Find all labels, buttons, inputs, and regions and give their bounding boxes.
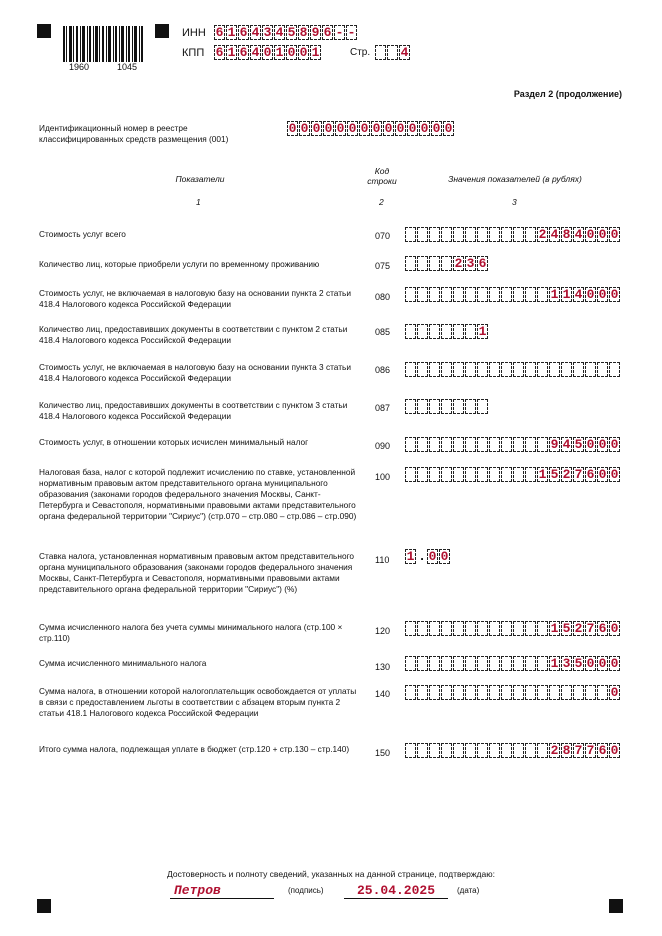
digit-cell[interactable]: 0 [598, 287, 607, 302]
row-value-field-080[interactable] [405, 287, 621, 302]
digit-cell[interactable] [429, 399, 440, 414]
digit-cell[interactable] [405, 227, 416, 242]
digit-cell[interactable] [441, 685, 452, 700]
row-value-field-090[interactable] [405, 437, 621, 452]
digit-cell[interactable] [441, 256, 452, 271]
digit-cell[interactable] [453, 685, 464, 700]
digit-cell[interactable] [489, 437, 500, 452]
digit-cell[interactable]: 7 [586, 621, 595, 636]
page-label: Стр. [350, 47, 371, 58]
row-code-130: 130 [375, 662, 391, 672]
digit-cell[interactable]: 3 [466, 256, 475, 271]
row-code-085: 085 [375, 327, 391, 337]
row-code-075: 075 [375, 261, 391, 271]
digit-cell[interactable]: 1 [550, 656, 559, 671]
digit-cell[interactable] [477, 287, 488, 302]
digit-cell[interactable] [417, 743, 428, 758]
digit-cell[interactable] [453, 324, 464, 339]
digit-cell[interactable] [405, 467, 416, 482]
digit-cell[interactable] [585, 685, 596, 700]
digit-cell[interactable]: 1 [406, 549, 415, 564]
digit-cell[interactable]: 3 [263, 25, 272, 40]
digit-cell[interactable]: 0 [610, 621, 619, 636]
digit-cell[interactable] [549, 685, 560, 700]
digit-cell[interactable]: 0 [444, 121, 453, 136]
digit-cell[interactable]: 0 [299, 45, 308, 60]
digit-cell[interactable] [489, 467, 500, 482]
digit-cell[interactable] [477, 685, 488, 700]
digit-cell[interactable] [477, 399, 488, 414]
column-header-values: Значения показателей (в рублях) [448, 174, 582, 184]
column-header-code [360, 166, 404, 186]
digit-cell[interactable] [537, 656, 548, 671]
inn-label: ИНН [182, 27, 206, 39]
digit-cell[interactable] [429, 256, 440, 271]
digit-cell[interactable] [477, 437, 488, 452]
row-label-085: Количество лиц, предоставивших документы в соответствии с пунктом 2 статьи 418.4 Налогового кодекса Российской Федерации [39, 324, 348, 345]
digit-cell[interactable] [441, 621, 452, 636]
digit-cell[interactable] [441, 287, 452, 302]
digit-cell[interactable] [465, 467, 476, 482]
digit-cell[interactable] [525, 287, 536, 302]
digit-cell[interactable] [429, 287, 440, 302]
digit-cell[interactable]: 0 [360, 121, 369, 136]
digit-cell[interactable] [417, 227, 428, 242]
row-label-087: Количество лиц, предоставивших документы в соответствии с пунктом 3 статьи 418.4 Налогового кодекса Российской Федерации [39, 400, 348, 421]
digit-cell[interactable]: 6 [215, 25, 224, 40]
digit-cell[interactable] [525, 362, 536, 377]
digit-cell[interactable]: 0 [287, 45, 296, 60]
corner-marker-bottom-left [37, 899, 51, 913]
digit-cell[interactable] [477, 227, 488, 242]
digit-cell[interactable] [489, 287, 500, 302]
digit-cell[interactable]: 6 [239, 45, 248, 60]
digit-cell[interactable] [465, 287, 476, 302]
column-number-3: 3 [512, 197, 517, 207]
digit-cell[interactable]: 0 [288, 121, 297, 136]
digit-cell[interactable] [489, 685, 500, 700]
digit-cell[interactable] [561, 362, 572, 377]
registry-number-field[interactable] [287, 121, 455, 136]
column-header-code-line2: строки [367, 176, 397, 186]
digit-cell[interactable]: 6 [598, 743, 607, 758]
digit-cell[interactable] [525, 227, 536, 242]
digit-cell[interactable]: 7 [586, 743, 595, 758]
digit-cell[interactable]: 0 [586, 656, 595, 671]
digit-cell[interactable] [537, 437, 548, 452]
digit-cell[interactable]: 6 [598, 621, 607, 636]
digit-cell[interactable]: 4 [251, 45, 260, 60]
digit-cell[interactable] [441, 467, 452, 482]
digit-cell[interactable]: 6 [323, 25, 332, 40]
digit-cell[interactable] [525, 656, 536, 671]
date-label: (дата) [457, 886, 480, 895]
digit-cell[interactable] [501, 467, 512, 482]
digit-cell[interactable] [501, 656, 512, 671]
column-header-code-line1: Код [374, 166, 390, 176]
digit-cell[interactable]: 2 [562, 467, 571, 482]
row-code-100: 100 [375, 472, 391, 482]
digit-cell[interactable] [405, 287, 416, 302]
digit-cell[interactable]: 1 [227, 25, 236, 40]
digit-cell[interactable]: 5 [287, 25, 296, 40]
row-value-field-100[interactable] [405, 467, 621, 482]
digit-cell[interactable]: 2 [574, 621, 583, 636]
digit-cell[interactable]: 0 [300, 121, 309, 136]
digit-cell[interactable] [417, 621, 428, 636]
digit-cell[interactable] [465, 362, 476, 377]
barcode-number [63, 62, 143, 72]
digit-cell[interactable]: 0 [598, 227, 607, 242]
digit-cell[interactable]: 4 [574, 287, 583, 302]
digit-cell[interactable] [561, 685, 572, 700]
digit-cell[interactable] [597, 362, 608, 377]
digit-cell[interactable]: - [335, 25, 344, 40]
row-label-140: Сумма налога, в отношении которой налогоплательщик освобождается от уплаты в связи с предоставлением льготы в соответствии с абзацем вторым пункта 2 статьи 418.1 Налогового кодекса Российской Федерации [39, 686, 357, 718]
digit-cell[interactable]: 6 [215, 45, 224, 60]
digit-cell[interactable] [465, 399, 476, 414]
digit-cell[interactable]: 7 [574, 467, 583, 482]
digit-cell[interactable] [375, 45, 386, 60]
digit-cell[interactable] [441, 362, 452, 377]
digit-cell[interactable]: 0 [432, 121, 441, 136]
digit-cell[interactable]: 1 [227, 45, 236, 60]
digit-cell[interactable] [441, 227, 452, 242]
digit-cell[interactable]: 4 [275, 25, 284, 40]
kpp-field[interactable] [214, 45, 322, 60]
digit-cell[interactable] [465, 437, 476, 452]
digit-cell[interactable]: 2 [538, 227, 547, 242]
digit-cell[interactable] [585, 362, 596, 377]
digit-cell[interactable]: 8 [299, 25, 308, 40]
digit-cell[interactable] [417, 256, 428, 271]
digit-cell[interactable] [513, 685, 524, 700]
row-code-150: 150 [375, 748, 391, 758]
digit-cell[interactable]: 0 [610, 467, 619, 482]
digit-cell[interactable] [513, 621, 524, 636]
digit-cell[interactable] [453, 437, 464, 452]
digit-cell[interactable] [513, 227, 524, 242]
digit-cell[interactable] [405, 324, 416, 339]
digit-cell[interactable] [429, 324, 440, 339]
digit-cell[interactable] [441, 743, 452, 758]
digit-cell[interactable] [465, 743, 476, 758]
digit-cell[interactable] [405, 256, 416, 271]
digit-cell[interactable]: 0 [348, 121, 357, 136]
digit-cell[interactable] [501, 621, 512, 636]
row-value-field-070[interactable] [405, 227, 621, 242]
digit-cell[interactable] [453, 227, 464, 242]
digit-cell[interactable]: 0 [586, 227, 595, 242]
row-label-090: Стоимость услуг, в отношении которых исчислен минимальный налог [39, 437, 309, 447]
digit-cell[interactable]: 5 [574, 656, 583, 671]
digit-cell[interactable] [417, 437, 428, 452]
row-code-080: 080 [375, 292, 391, 302]
corner-marker-bottom-right [609, 899, 623, 913]
digit-cell[interactable]: 0 [586, 437, 595, 452]
row-label-080: Стоимость услуг, не включаемая в налоговую базу на основании пункта 2 статьи 418.4 Налогового кодекса Российской Федерации [39, 288, 351, 309]
digit-cell[interactable] [573, 362, 584, 377]
digit-cell[interactable]: 0 [440, 549, 449, 564]
digit-cell[interactable] [513, 287, 524, 302]
digit-cell[interactable]: 0 [610, 287, 619, 302]
row-code-070: 070 [375, 231, 391, 241]
barcode-number-left: 1960 [69, 62, 90, 72]
digit-cell[interactable]: 1 [275, 45, 284, 60]
digit-cell[interactable]: 0 [372, 121, 381, 136]
digit-cell[interactable] [609, 362, 620, 377]
digit-cell[interactable]: 2 [454, 256, 463, 271]
registry-label [39, 123, 299, 145]
digit-cell[interactable] [501, 437, 512, 452]
digit-cell[interactable]: 6 [586, 467, 595, 482]
column-number-1: 1 [196, 197, 201, 207]
digit-cell[interactable] [429, 685, 440, 700]
digit-cell[interactable]: 4 [550, 227, 559, 242]
row-value-field-085[interactable] [405, 324, 489, 339]
digit-cell[interactable]: 8 [562, 227, 571, 242]
digit-cell[interactable]: 0 [610, 437, 619, 452]
digit-cell[interactable] [441, 324, 452, 339]
digit-cell[interactable] [405, 621, 416, 636]
column-number-2: 2 [379, 197, 384, 207]
row-code-140: 140 [375, 689, 391, 699]
digit-cell[interactable]: 4 [400, 45, 409, 60]
digit-cell[interactable] [417, 656, 428, 671]
row-label-100: Налоговая база, налог с которой подлежит исчислению по ставке, установленной нормативным правовым актом представительного органа муниципального образования (законами городов федерального значения Москвы, Санкт-Петербурга и Севастополя, нормативными правовыми актами представительного органа федеральной территории "Сириус") (стр.070 – стр.080 – стр.086 – стр.090) [39, 467, 357, 521]
digit-cell[interactable]: 6 [239, 25, 248, 40]
registry-label-line2: классифицированных средств размещения (001) [39, 134, 229, 144]
digit-cell[interactable]: - [347, 25, 356, 40]
digit-cell[interactable]: 0 [408, 121, 417, 136]
row-value-field-075[interactable] [405, 256, 489, 271]
digit-cell[interactable]: 0 [598, 656, 607, 671]
digit-cell[interactable] [417, 399, 428, 414]
barcode [63, 26, 143, 66]
digit-cell[interactable] [549, 362, 560, 377]
corner-marker-top-left [37, 24, 51, 38]
digit-cell[interactable]: 5 [562, 621, 571, 636]
digit-cell[interactable]: 1 [550, 287, 559, 302]
digit-cell[interactable] [513, 362, 524, 377]
kpp-label: КПП [182, 47, 205, 59]
digit-cell[interactable] [465, 621, 476, 636]
digit-cell[interactable]: 6 [478, 256, 487, 271]
digit-cell[interactable]: 0 [586, 287, 595, 302]
digit-cell[interactable]: 0 [420, 121, 429, 136]
digit-cell[interactable] [441, 399, 452, 414]
row-code-086: 086 [375, 365, 391, 375]
digit-cell[interactable] [501, 227, 512, 242]
digit-cell[interactable] [453, 399, 464, 414]
digit-cell[interactable] [501, 743, 512, 758]
signature-field[interactable]: Петров [170, 883, 274, 899]
inn-field[interactable] [214, 25, 358, 40]
confirmation-text: Достоверность и полноту сведений, указанных на данной странице, подтверждаю: [167, 869, 495, 879]
digit-cell[interactable] [537, 743, 548, 758]
date-field[interactable]: 25.04.2025 [344, 883, 448, 899]
digit-cell[interactable] [405, 685, 416, 700]
digit-cell[interactable] [429, 227, 440, 242]
row-value-field-140[interactable] [405, 685, 621, 700]
row-label-086: Стоимость услуг, не включаемая в налоговую базу на основании пункта 3 статьи 418.4 Налогового кодекса Российской Федерации [39, 362, 351, 383]
digit-cell[interactable] [465, 324, 476, 339]
digit-cell[interactable] [513, 656, 524, 671]
row-value-field-150[interactable] [405, 743, 621, 758]
digit-cell[interactable] [387, 45, 398, 60]
digit-cell[interactable] [537, 621, 548, 636]
digit-cell[interactable] [429, 467, 440, 482]
digit-cell[interactable] [525, 685, 536, 700]
row-code-090: 090 [375, 441, 391, 451]
row-label-070: Стоимость услуг всего [39, 229, 126, 239]
digit-cell[interactable] [417, 685, 428, 700]
digit-cell[interactable]: 0 [336, 121, 345, 136]
digit-cell[interactable]: 9 [311, 25, 320, 40]
digit-cell[interactable]: 0 [598, 437, 607, 452]
barcode-number-right: 1045 [116, 62, 137, 72]
digit-cell[interactable]: 7 [574, 743, 583, 758]
digit-cell[interactable]: 1 [538, 467, 547, 482]
digit-cell[interactable] [537, 685, 548, 700]
digit-cell[interactable]: 4 [574, 227, 583, 242]
digit-cell[interactable] [477, 621, 488, 636]
digit-cell[interactable] [573, 685, 584, 700]
digit-cell[interactable] [453, 467, 464, 482]
row-label-150: Итого сумма налога, подлежащая уплате в бюджет (стр.120 + стр.130 – стр.140) [39, 744, 350, 754]
digit-cell[interactable]: 1 [550, 621, 559, 636]
digit-cell[interactable]: 1 [562, 287, 571, 302]
digit-cell[interactable] [525, 743, 536, 758]
digit-cell[interactable]: 4 [251, 25, 260, 40]
digit-cell[interactable] [477, 362, 488, 377]
digit-cell[interactable] [465, 227, 476, 242]
digit-cell[interactable] [477, 467, 488, 482]
digit-cell[interactable] [501, 362, 512, 377]
row-label-120: Сумма исчисленного налога без учета суммы минимального налога (стр.100 × стр.110) [39, 622, 343, 643]
digit-cell[interactable] [477, 743, 488, 758]
digit-cell[interactable]: 0 [610, 743, 619, 758]
digit-cell[interactable] [597, 685, 608, 700]
digit-cell[interactable]: 0 [324, 121, 333, 136]
digit-cell[interactable] [429, 621, 440, 636]
row-value-field-110[interactable] [405, 549, 451, 564]
digit-cell[interactable] [429, 437, 440, 452]
column-header-indicators: Показатели [175, 174, 225, 184]
digit-cell[interactable]: 5 [550, 467, 559, 482]
digit-cell[interactable]: 0 [396, 121, 405, 136]
digit-cell[interactable] [417, 362, 428, 377]
digit-cell[interactable] [417, 287, 428, 302]
digit-cell[interactable] [465, 656, 476, 671]
digit-cell[interactable] [453, 362, 464, 377]
digit-cell[interactable]: 5 [574, 437, 583, 452]
digit-cell[interactable] [417, 467, 428, 482]
digit-cell[interactable] [405, 743, 416, 758]
digit-cell[interactable] [489, 621, 500, 636]
digit-cell[interactable]: 0 [610, 685, 619, 700]
digit-cell[interactable]: 1 [478, 324, 487, 339]
digit-cell[interactable] [501, 287, 512, 302]
digit-cell[interactable] [513, 467, 524, 482]
row-value-field-087[interactable] [405, 399, 489, 414]
row-label-075: Количество лиц, которые приобрели услуги по временному проживанию [39, 259, 320, 269]
digit-cell[interactable] [513, 437, 524, 452]
digit-cell[interactable]: 0 [610, 656, 619, 671]
row-code-120: 120 [375, 626, 391, 636]
digit-cell[interactable] [465, 685, 476, 700]
digit-cell[interactable]: 0 [428, 549, 437, 564]
digit-cell[interactable]: 0 [598, 467, 607, 482]
row-code-087: 087 [375, 403, 391, 413]
digit-cell[interactable] [525, 621, 536, 636]
digit-cell[interactable] [429, 743, 440, 758]
digit-cell[interactable] [417, 324, 428, 339]
digit-cell[interactable] [489, 362, 500, 377]
registry-label-line1: Идентификационный номер в реестре [39, 123, 188, 133]
digit-cell[interactable] [453, 287, 464, 302]
digit-cell[interactable] [453, 656, 464, 671]
row-label-130: Сумма исчисленного минимального налога [39, 658, 207, 668]
digit-cell[interactable] [489, 743, 500, 758]
digit-cell[interactable] [429, 656, 440, 671]
digit-cell[interactable] [405, 362, 416, 377]
digit-cell[interactable] [525, 437, 536, 452]
row-label-110: Ставка налога, установленная нормативным правовым актом представительного органа муниципального образования (законами городов федерального значения Москвы, Санкт-Петербурга и Севастополя, нормативными правовыми актами представительного органа федеральной территории "Сириус") (%) [39, 551, 355, 594]
digit-cell[interactable] [501, 685, 512, 700]
digit-cell[interactable] [405, 437, 416, 452]
digit-cell[interactable] [441, 656, 452, 671]
digit-cell[interactable] [477, 656, 488, 671]
digit-cell[interactable] [525, 467, 536, 482]
digit-cell[interactable]: 4 [562, 437, 571, 452]
row-code-110: 110 [375, 555, 390, 565]
digit-cell[interactable]: 0 [312, 121, 321, 136]
digit-cell[interactable]: 3 [562, 656, 571, 671]
row-value-field-086[interactable] [405, 362, 621, 377]
digit-cell[interactable] [405, 656, 416, 671]
digit-cell[interactable]: 2 [550, 743, 559, 758]
page-number-field[interactable] [375, 45, 411, 60]
digit-cell[interactable] [441, 437, 452, 452]
digit-cell[interactable] [537, 362, 548, 377]
digit-cell[interactable]: 0 [263, 45, 272, 60]
digit-cell[interactable] [489, 656, 500, 671]
digit-cell[interactable] [453, 621, 464, 636]
section-title: Раздел 2 (продолжение) [513, 89, 622, 99]
row-value-field-120[interactable] [405, 621, 621, 636]
digit-cell[interactable] [429, 362, 440, 377]
digit-cell[interactable] [453, 743, 464, 758]
digit-cell[interactable]: 8 [562, 743, 571, 758]
digit-cell[interactable] [405, 399, 416, 414]
signature-label: (подпись) [288, 886, 324, 895]
digit-cell[interactable]: 0 [384, 121, 393, 136]
digit-cell[interactable]: 0 [610, 227, 619, 242]
digit-cell[interactable] [513, 743, 524, 758]
corner-marker-top-right [155, 24, 169, 38]
digit-cell[interactable] [489, 227, 500, 242]
digit-cell[interactable]: 9 [550, 437, 559, 452]
decimal-separator: . [420, 548, 424, 563]
row-value-field-130[interactable] [405, 656, 621, 671]
digit-cell[interactable] [537, 287, 548, 302]
digit-cell[interactable]: 1 [311, 45, 320, 60]
